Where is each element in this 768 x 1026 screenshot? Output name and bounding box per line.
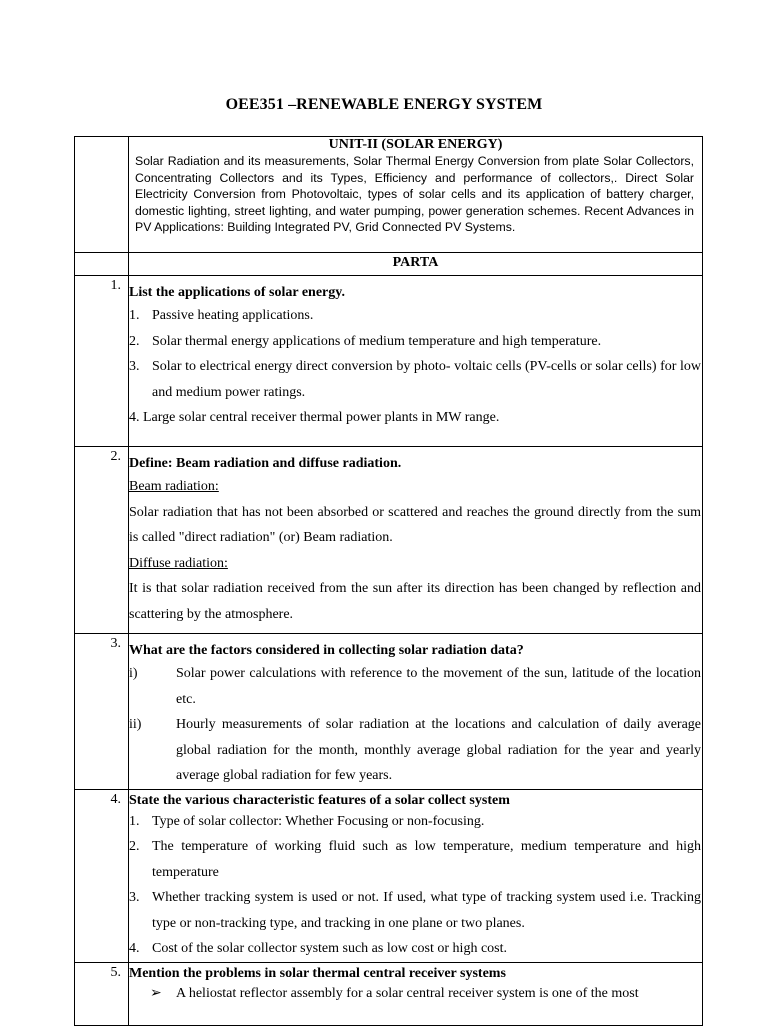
part-number-cell (75, 253, 129, 276)
list-text: Cost of the solar collector system such as low cost or high cost. (152, 941, 507, 956)
list-text: Type of solar collector: Whether Focusing or non-focusing. (152, 813, 485, 829)
beam-heading: Beam radiation: (129, 479, 219, 494)
question-number: 2. (75, 447, 129, 634)
list-item (129, 885, 702, 936)
answer-last-line: 4. Large solar central receiver thermal power plants in MW range. (129, 410, 500, 425)
list-marker: i) (129, 666, 138, 681)
list-item (129, 809, 702, 835)
part-heading: PARTA (392, 255, 439, 270)
list-item (129, 982, 702, 1006)
list-item (129, 834, 702, 885)
question-text: Define: Beam radiation and diffuse radiation. (129, 456, 402, 471)
question-cell-3 (129, 634, 703, 790)
question-row-1 (75, 276, 703, 447)
list-marker: 4. (129, 941, 140, 956)
unit-heading: UNIT-II (SOLAR ENERGY) (328, 137, 503, 152)
list-marker: 1. (129, 813, 140, 829)
document-title: OEE351 –RENEWABLE ENERGY SYSTEM (225, 96, 543, 113)
unit-row (75, 137, 703, 253)
list-item (129, 303, 702, 329)
question-row-3 (75, 634, 703, 790)
question-text: State the various characteristic features of a solar collect system (129, 792, 510, 808)
question-cell-1 (129, 276, 703, 447)
answer-list (129, 809, 702, 962)
unit-number-cell (75, 137, 129, 253)
list-marker: 3. (129, 890, 140, 905)
question-text: Mention the problems in solar thermal central receiver systems (129, 965, 506, 981)
question-text: What are the factors considered in collecting solar radiation data? (129, 643, 524, 658)
list-text: Solar thermal energy applications of medium temperature and high temperature. (152, 333, 602, 349)
list-marker: 2. (129, 839, 140, 854)
question-cell-2 (129, 447, 703, 634)
arrow-bullet-icon: ➢ (150, 985, 162, 1001)
list-text: A heliostat reflector assembly for a solar central receiver system is one of the most (176, 985, 639, 1001)
question-table (74, 136, 703, 1026)
list-item (129, 936, 702, 962)
question-number: 4. (75, 789, 129, 962)
list-marker: 3. (129, 359, 140, 374)
answer-list (129, 661, 702, 789)
list-text: Passive heating applications. (152, 308, 314, 323)
question-row-2 (75, 447, 703, 634)
question-row-5 (75, 962, 703, 1025)
list-marker: 1. (129, 308, 140, 323)
unit-cell (129, 137, 703, 253)
part-cell (129, 253, 703, 276)
beam-text: Solar radiation that has not been absorbed or scattered and reaches the ground directly from the sum is called "direct radiation" (or) Beam radiation. (129, 504, 701, 545)
list-text: Solar to electrical energy direct conversion by photo- voltaic cells (PV-cells or solar cells) for low and medium power ratings. (152, 359, 701, 400)
diffuse-heading: Diffuse radiation: (129, 555, 228, 571)
unit-summary: Solar Radiation and its measurements, Solar Thermal Energy Conversion from plate Solar Collectors, Concentrating Collectors and its Types, Efficiency and performance of collectors,. Direct Solar Electricity Conversion from Photovoltaic, types of solar cells and its application of battery charger, domestic lighting, street lighting, and water pumping, power generation schemes. Recent Advances in PV Applications: Building Integrated PV, Grid Connected PV Systems. (135, 154, 694, 234)
list-item (129, 661, 702, 712)
list-item (129, 329, 702, 355)
question-number: 3. (75, 634, 129, 790)
question-cell-4 (129, 789, 703, 962)
list-text: The temperature of working fluid such as low temperature, medium temperature and high temperature (152, 839, 701, 880)
part-row (75, 253, 703, 276)
list-text: Solar power calculations with reference to the movement of the sun, latitude of the location etc. (176, 666, 701, 707)
question-cell-5 (129, 962, 703, 1025)
diffuse-text: It is that solar radiation received from the sun after its direction has been changed by reflection and scattering by the atmosphere. (129, 581, 701, 622)
answer-list (129, 982, 702, 1006)
question-text: List the applications of solar energy. (129, 285, 345, 300)
list-item (129, 354, 702, 405)
list-item (129, 712, 702, 789)
list-marker: ii) (129, 717, 142, 732)
answer-list (129, 303, 702, 405)
question-number: 5. (75, 962, 129, 1025)
list-text: Hourly measurements of solar radiation at the locations and calculation of daily average global radiation for the month, monthly average global radiation for the year and yearly average global radiation for few years. (176, 717, 701, 783)
list-marker: 2. (129, 333, 140, 349)
list-text: Whether tracking system is used or not. If used, what type of tracking system used i.e. Tracking type or non-tracking type, and tracking in one plane or two planes. (152, 890, 701, 931)
question-row-4 (75, 789, 703, 962)
question-number: 1. (75, 276, 129, 447)
